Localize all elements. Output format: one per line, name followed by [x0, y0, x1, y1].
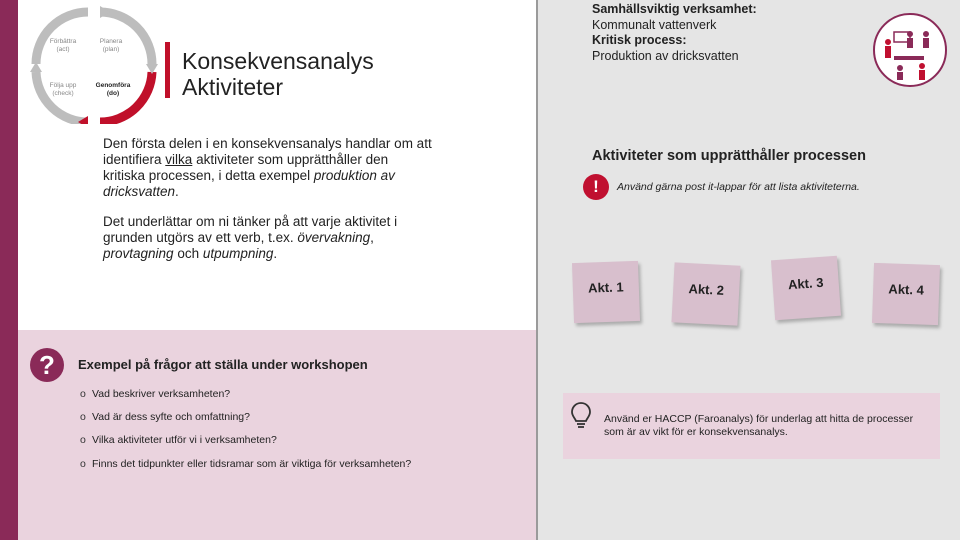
intro-p1-underlined: vilka [165, 152, 193, 167]
context-block [592, 2, 757, 64]
activities-heading: Aktiviteter som upprätthåller processen [592, 148, 866, 164]
cycle-label-act [42, 38, 84, 54]
cycle-do-text: Genomföra [95, 82, 131, 89]
workshop-question-text: Vad är dess syfte och omfattning? [92, 411, 250, 423]
pdca-cycle-diagram [18, 4, 170, 124]
tip-text: Använd er HACCP (Faroanalys) för underlag att hitta de processer som är av vikt för er konsekvensanalys. [604, 413, 914, 438]
bullet-icon: o [80, 411, 86, 423]
intro-p2-text-d: . [273, 246, 278, 261]
intro-p2-italic-3: utpumpning [202, 246, 274, 261]
workshop-question-text: Vilka aktiviteter utför vi i verksamheten? [92, 434, 277, 446]
post-it-hint: Använd gärna post it-lappar för att lista aktiviteterna. [617, 181, 860, 193]
page-title: Konsekvensanalys [182, 48, 374, 74]
bullet-icon: o [80, 388, 86, 400]
pdca-cycle-icon [18, 4, 170, 124]
context-label-process: Kritisk process: [592, 33, 687, 47]
workshop-question [80, 434, 277, 446]
intro-p2-text-a: Det underlättar om ni tänker på att varje aktivitet i grunden utgörs av ett verb, t.ex. [103, 214, 398, 245]
workshop-question-text: Finns det tidpunkter eller tidsramar som är viktiga för verksamheten? [92, 458, 412, 470]
cycle-act-sub: (act) [56, 45, 70, 53]
left-accent-bar [0, 0, 18, 540]
context-value-process: Produktion av dricksvatten [592, 48, 739, 63]
intro-p2-italic-2: provtagning [103, 246, 174, 261]
workshop-question [80, 458, 411, 470]
svg-text:?: ? [39, 350, 55, 380]
question-mark-icon [30, 348, 64, 382]
intro-paragraph-2 [103, 214, 433, 262]
cycle-do-sub: (do) [106, 89, 120, 97]
page-subtitle: Aktiviteter [182, 74, 283, 100]
activity-post-it[interactable]: Akt. 2 [671, 262, 740, 325]
lightbulb-icon [570, 400, 592, 430]
activity-post-it[interactable]: Akt. 3 [771, 256, 841, 320]
activity-post-it[interactable]: Akt. 1 [572, 261, 640, 323]
workshop-question [80, 388, 230, 400]
cycle-check-sub: (check) [52, 89, 74, 97]
cycle-check-text: Följa upp [49, 82, 77, 89]
bullet-icon: o [80, 458, 86, 470]
workshop-heading: Exempel på frågor att ställa under workshopen [78, 357, 368, 372]
context-value-verksamhet: Kommunalt vattenverk [592, 17, 717, 32]
cycle-plan-text: Planera [99, 38, 123, 45]
intro-paragraph-1 [103, 136, 433, 200]
cycle-label-check [42, 82, 84, 98]
people-workshop-icon [872, 12, 948, 88]
cycle-label-plan [88, 38, 134, 54]
intro-p1-text-a: Den första delen i en konsekvensanalys handlar om att identifiera [103, 136, 432, 167]
context-label-verksamhet: Samhällsviktig verksamhet: [592, 2, 757, 16]
intro-p1-text-b: aktiviteter som upprätthåller den kritiska processen, i detta exempel [103, 152, 389, 183]
workshop-question [80, 411, 250, 423]
bullet-icon: o [80, 434, 86, 446]
workshop-question-text: Vad beskriver verksamheten? [92, 388, 231, 400]
intro-p1-text-c: . [175, 184, 179, 199]
intro-p2-text-c: och [173, 246, 203, 261]
exclamation-icon: ! [583, 174, 609, 200]
intro-p2-text-b: , [370, 230, 374, 245]
title-accent-bar [165, 42, 170, 98]
intro-p2-italic-1: övervakning [297, 230, 371, 245]
cycle-act-text: Förbättra [49, 38, 77, 45]
intro-p1-italic: produktion av dricksvatten [103, 168, 395, 199]
activity-post-it[interactable]: Akt. 4 [872, 263, 940, 325]
cycle-label-do [88, 82, 138, 98]
cycle-plan-sub: (plan) [102, 45, 120, 53]
